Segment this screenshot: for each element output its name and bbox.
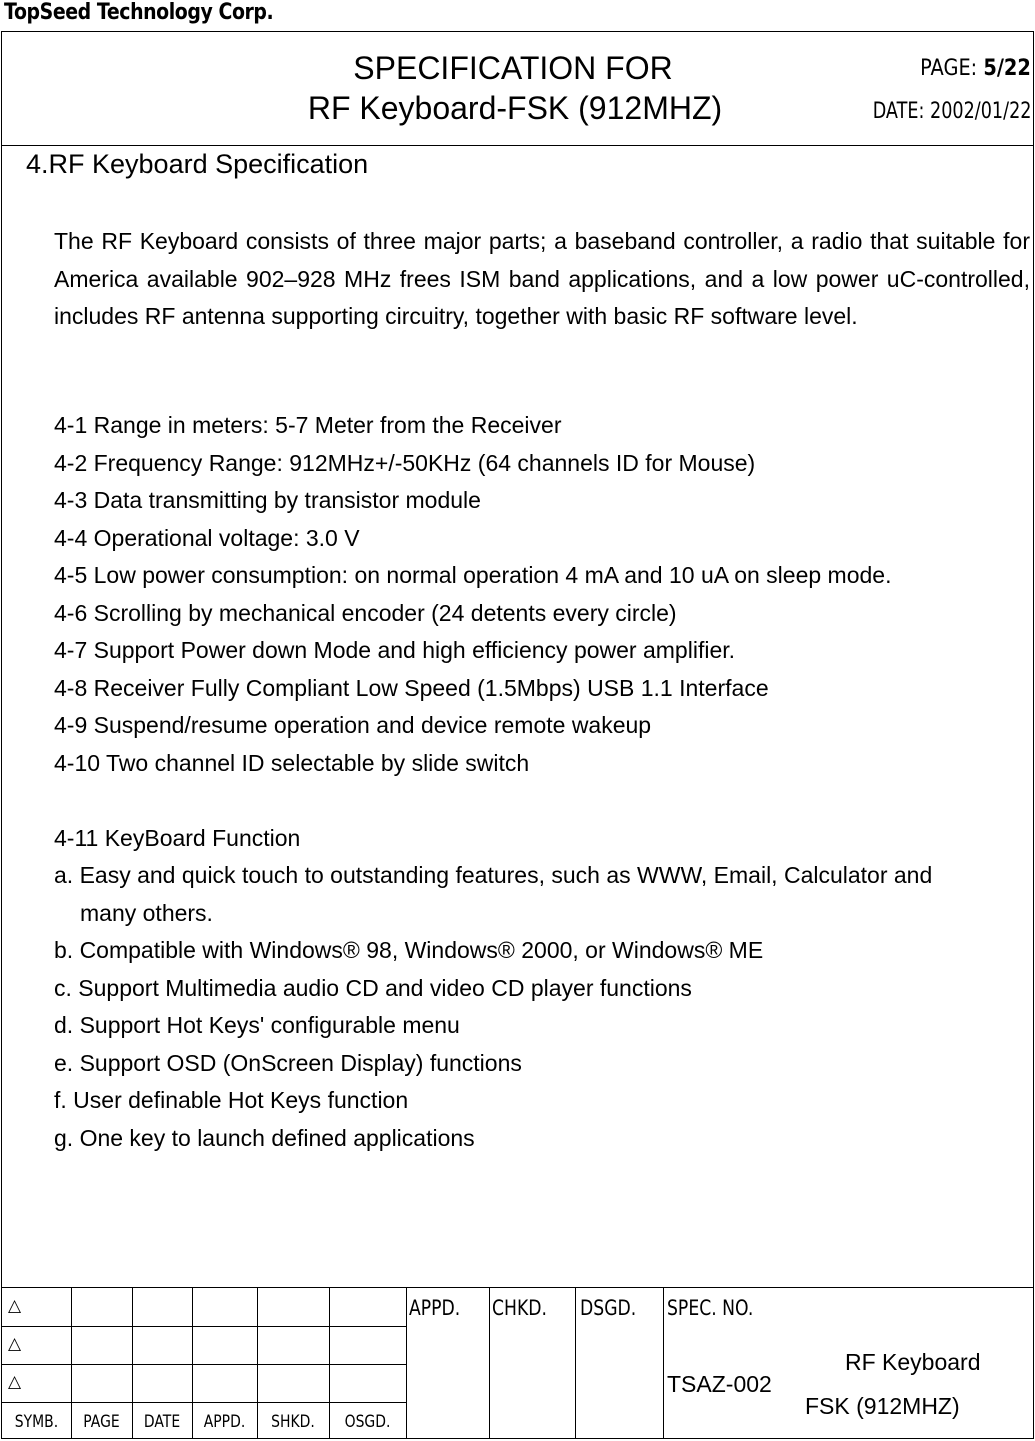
page-label: PAGE:	[920, 56, 978, 81]
revision-triangle-icon: △	[8, 1296, 22, 1316]
spec-item: 4-6 Scrolling by mechanical encoder (24 detents every circle)	[54, 600, 677, 626]
date-label: DATE:	[872, 99, 924, 124]
table-rule	[329, 1288, 330, 1439]
spec-title-line1: SPECIFICATION FOR	[353, 50, 673, 86]
table-rule	[663, 1288, 664, 1439]
keyboard-function-heading: 4-11 KeyBoard Function	[54, 825, 301, 851]
table-rule	[2, 1364, 406, 1365]
table-rule	[406, 1288, 407, 1439]
spec-no-label: SPEC. NO.	[667, 1296, 754, 1320]
spec-number: TSAZ-002	[667, 1371, 772, 1397]
spec-item: 4-5 Low power consumption: on normal operation 4 mA and 10 uA on sleep mode.	[54, 562, 892, 588]
keyboard-function-item: f. User definable Hot Keys function	[54, 1087, 409, 1113]
keyboard-function-item: c. Support Multimedia audio CD and video CD player functions	[54, 975, 692, 1001]
spec-item: 4-3 Data transmitting by transistor module	[54, 487, 481, 513]
table-rule	[257, 1288, 258, 1439]
keyboard-function-item: many others.	[80, 900, 213, 926]
company-name: TopSeed Technology Corp.	[4, 0, 274, 25]
column-label-appd: APPD.	[203, 1412, 246, 1432]
spec-item: 4-4 Operational voltage: 3.0 V	[54, 525, 360, 551]
header	[2, 32, 1033, 146]
keyboard-function-item: a. Easy and quick touch to outstanding features, such as WWW, Email, Calculator and	[54, 862, 933, 888]
column-label-date: DATE	[143, 1412, 181, 1432]
section-title: 4.RF Keyboard Specification	[26, 149, 369, 179]
keyboard-function-item: b. Compatible with Windows® 98, Windows® 2000, or Windows® ME	[54, 937, 764, 963]
product-name-line2: FSK (912MHZ)	[805, 1393, 960, 1419]
revision-triangle-icon: △	[8, 1334, 22, 1354]
table-rule	[2, 1402, 406, 1403]
approved-label: APPD.	[409, 1296, 461, 1320]
table-rule	[71, 1288, 72, 1439]
checked-label: CHKD.	[492, 1296, 548, 1320]
page-value: 5/22	[983, 56, 1031, 81]
spec-item: 4-1 Range in meters: 5-7 Meter from the Receiver	[54, 412, 562, 438]
product-name-line1: RF Keyboard	[845, 1349, 981, 1375]
column-label-osgd: OSGD.	[344, 1412, 391, 1432]
table-rule	[489, 1288, 490, 1439]
table-rule	[2, 1326, 406, 1327]
document-frame	[1, 31, 1034, 1439]
table-rule	[575, 1288, 576, 1439]
column-label-shkd: SHKD.	[271, 1412, 315, 1432]
keyboard-function-item: d. Support Hot Keys' configurable menu	[54, 1012, 460, 1038]
keyboard-function-item: e. Support OSD (OnScreen Display) functions	[54, 1050, 522, 1076]
page-number	[920, 56, 1031, 81]
document-date	[872, 99, 1031, 124]
spec-title-line2: RF Keyboard-FSK (912MHZ)	[307, 90, 723, 126]
spec-item: 4-10 Two channel ID selectable by slide switch	[54, 750, 530, 776]
designed-label: DSGD.	[580, 1296, 637, 1320]
keyboard-function-item: g. One key to launch defined applications	[54, 1125, 475, 1151]
spec-item: 4-8 Receiver Fully Compliant Low Speed (1.5Mbps) USB 1.1 Interface	[54, 675, 769, 701]
date-value: 2002/01/22	[929, 99, 1031, 124]
table-rule	[192, 1288, 193, 1439]
spec-item: 4-7 Support Power down Mode and high efficiency power amplifier.	[54, 637, 736, 663]
table-rule	[132, 1288, 133, 1439]
intro-paragraph: The RF Keyboard consists of three major parts; a baseband controller, a radio that suitable for America available 902–928 MHz frees ISM band applications, and a low power uC-controlled, includes RF antenna supporting circuitry, together with basic RF software level.	[54, 228, 1030, 330]
spec-item: 4-2 Frequency Range: 912MHz+/-50KHz (64 channels ID for Mouse)	[54, 450, 756, 476]
column-label-symb: SYMB.	[14, 1412, 59, 1432]
revision-triangle-icon: △	[8, 1372, 22, 1392]
spec-item: 4-9 Suspend/resume operation and device remote wakeup	[54, 712, 652, 738]
revision-table	[2, 1287, 1033, 1439]
column-label-page: PAGE	[83, 1412, 120, 1432]
